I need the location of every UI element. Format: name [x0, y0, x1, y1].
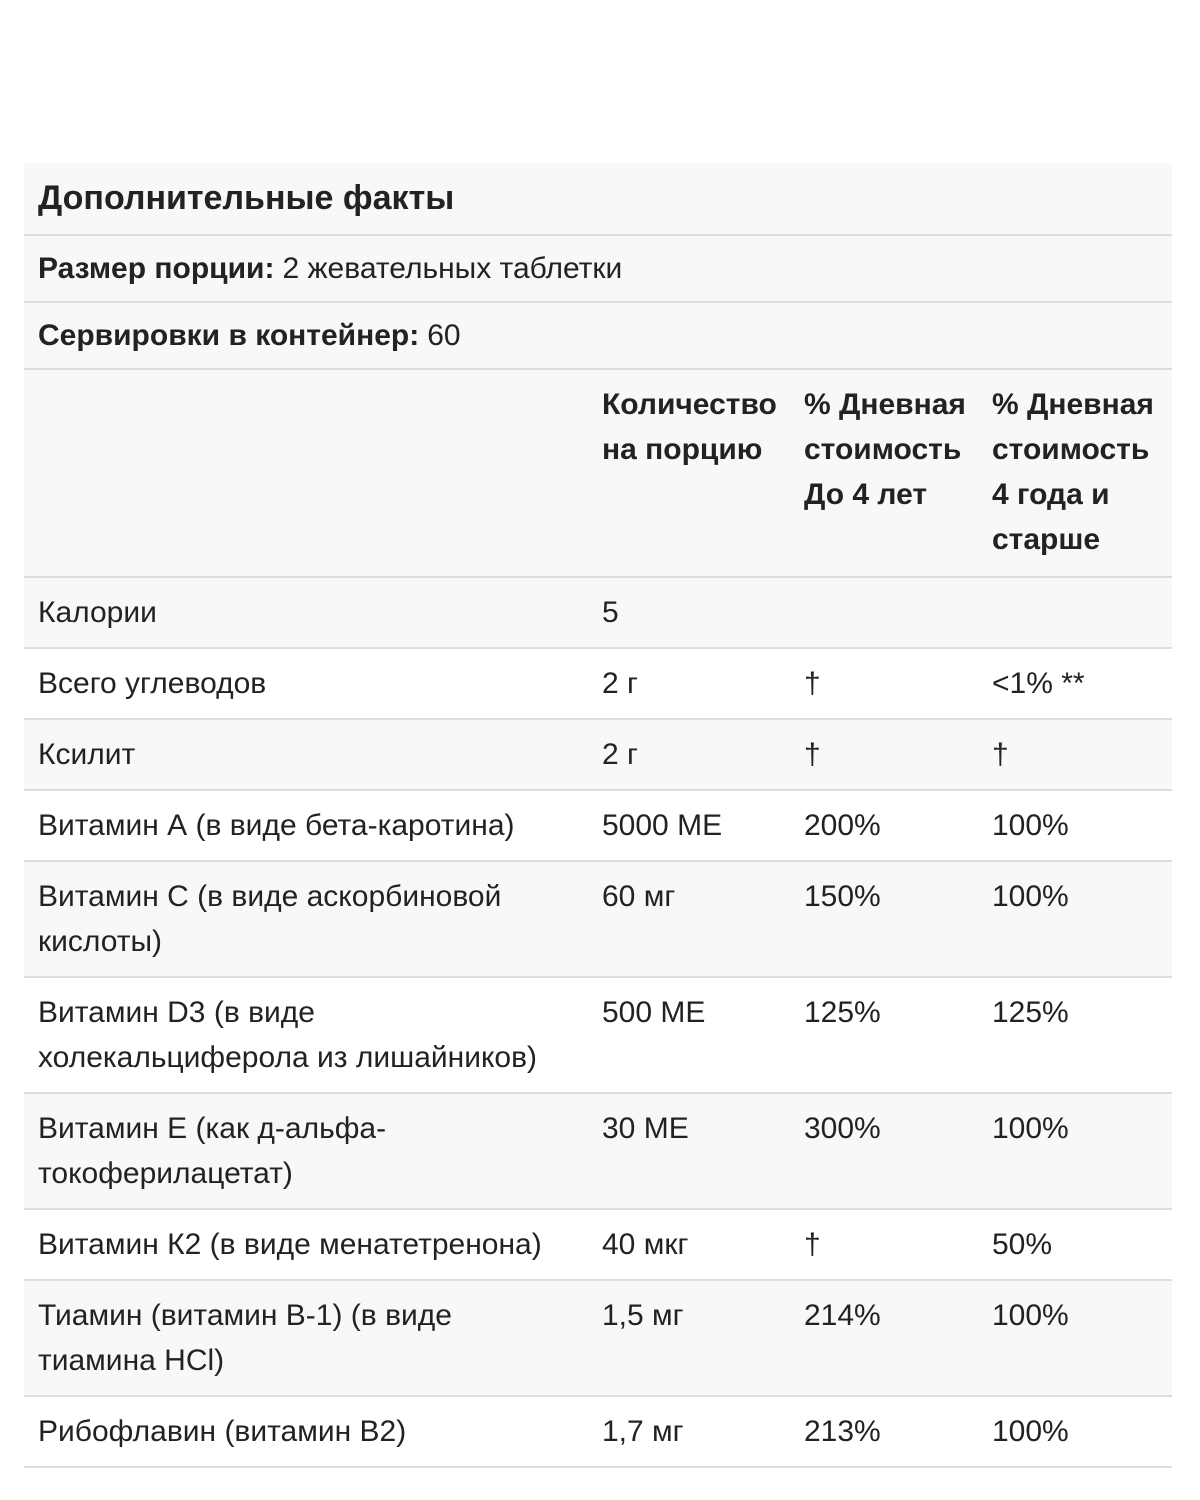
table-row — [24, 719, 1172, 790]
nutrient-amount: 5000 МЕ — [588, 790, 794, 861]
serving-size-row — [24, 236, 1172, 303]
nutrient-dv-under4: 214% — [794, 1280, 982, 1396]
nutrient-dv-under4 — [794, 577, 982, 648]
table-row — [24, 1209, 1172, 1280]
servings-per-container-label: Сервировки в контейнер: — [38, 318, 420, 352]
table-row — [24, 1396, 1172, 1467]
table-header-row — [24, 370, 1172, 577]
nutrient-name: Витамин А (в виде бета-каротина) — [24, 790, 588, 861]
table-row — [24, 648, 1172, 719]
header-amount: Количество на порцию — [588, 370, 794, 577]
facts-title: Дополнительные факты — [24, 163, 1172, 236]
serving-size-value: 2 жевательных таблетки — [282, 251, 623, 285]
nutrient-amount: 30 МЕ — [588, 1093, 794, 1209]
nutrient-dv-4plus: <1% ** — [982, 648, 1172, 719]
nutrient-amount: 40 мкг — [588, 1209, 794, 1280]
nutrient-dv-under4: † — [794, 719, 982, 790]
nutrient-name: Тиамин (витамин В-1) (в виде тиамина HCl) — [24, 1280, 588, 1396]
nutrient-amount: 1,5 мг — [588, 1280, 794, 1396]
nutrient-dv-4plus — [982, 577, 1172, 648]
nutrient-name: Витамин Е (как д-альфа-токоферилацетат) — [24, 1093, 588, 1209]
nutrient-amount: 5 — [588, 577, 794, 648]
servings-per-container-row — [24, 303, 1172, 370]
nutrient-amount: 60 мг — [588, 861, 794, 977]
header-nutrient — [24, 370, 588, 577]
nutrient-dv-4plus: 100% — [982, 1396, 1172, 1467]
table-row — [24, 790, 1172, 861]
nutrient-amount: 1,7 мг — [588, 1396, 794, 1467]
nutrient-name: Калории — [24, 577, 588, 648]
nutrient-amount: 2 г — [588, 719, 794, 790]
nutrient-dv-under4: 300% — [794, 1093, 982, 1209]
nutrient-amount: 500 МЕ — [588, 977, 794, 1093]
nutrient-amount: 2 г — [588, 648, 794, 719]
header-dv-4plus: % Дневная стоимость 4 года и старше — [982, 370, 1172, 577]
nutrient-name: Ксилит — [24, 719, 588, 790]
nutrient-name: Рибофлавин (витамин В2) — [24, 1396, 588, 1467]
table-row — [24, 1093, 1172, 1209]
nutrient-name: Витамин С (в виде аскорбиновой кислоты) — [24, 861, 588, 977]
nutrient-dv-4plus: † — [982, 719, 1172, 790]
table-row — [24, 861, 1172, 977]
table-row — [24, 1280, 1172, 1396]
servings-per-container-value: 60 — [427, 318, 461, 352]
nutrient-dv-4plus: 100% — [982, 1093, 1172, 1209]
supplement-facts-panel — [24, 163, 1172, 1468]
nutrient-dv-under4: 213% — [794, 1396, 982, 1467]
nutrient-name: Витамин D3 (в виде холекальциферола из лишайников) — [24, 977, 588, 1093]
nutrient-dv-under4: † — [794, 648, 982, 719]
nutrient-dv-under4: † — [794, 1209, 982, 1280]
nutrient-name: Витамин К2 (в виде менатетренона) — [24, 1209, 588, 1280]
nutrient-dv-4plus: 50% — [982, 1209, 1172, 1280]
nutrient-dv-4plus: 100% — [982, 1280, 1172, 1396]
nutrient-dv-4plus: 125% — [982, 977, 1172, 1093]
nutrient-rows — [24, 577, 1172, 1467]
nutrients-table — [24, 370, 1172, 1468]
nutrient-dv-4plus: 100% — [982, 790, 1172, 861]
table-row — [24, 577, 1172, 648]
nutrient-dv-under4: 125% — [794, 977, 982, 1093]
nutrient-dv-under4: 200% — [794, 790, 982, 861]
nutrient-name: Всего углеводов — [24, 648, 588, 719]
table-row — [24, 977, 1172, 1093]
nutrient-dv-under4: 150% — [794, 861, 982, 977]
header-dv-under4: % Дневная стоимость До 4 лет — [794, 370, 982, 577]
nutrient-dv-4plus: 100% — [982, 861, 1172, 977]
serving-size-label: Размер порции: — [38, 251, 275, 285]
